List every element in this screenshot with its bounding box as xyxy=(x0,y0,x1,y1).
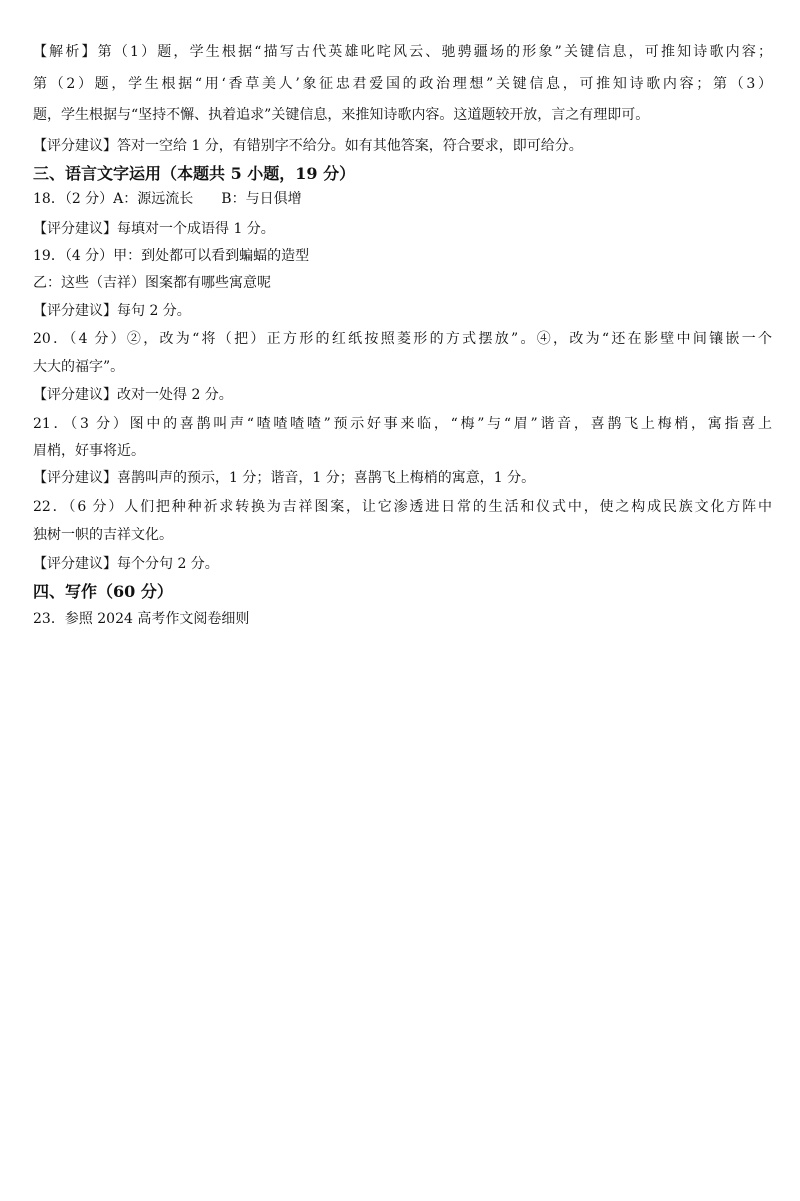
q21-line-2: 眉梢，好事将近。 xyxy=(33,443,145,459)
analysis-line-1: 【解析】第（1）题，学生根据“描写古代英雄叱咤风云、驰骋疆场的形象”关键信息，可推知诗歌内容； xyxy=(33,44,772,60)
q22-line-1: 22．（6 分）人们把种种祈求转换为吉祥图案，让它渗透进日常的生活和仪式中，使之构成民族文化方阵中 xyxy=(33,499,772,515)
q19-line-1: 19．（4 分）甲：到处都可以看到蝙蝠的造型 xyxy=(33,248,310,264)
analysis-grading: 【评分建议】答对一空给 1 分，有错别字不给分。如有其他答案，符合要求，即可给分。 xyxy=(33,138,583,154)
q18-answer xyxy=(33,190,772,208)
q22-grading: 【评分建议】每个分句 2 分。 xyxy=(33,556,219,572)
q22-line-2: 独树一帜的吉祥文化。 xyxy=(33,527,173,543)
section-4-heading: 四、写作（60 分） xyxy=(33,582,173,601)
q20-line-1: 20．（4 分）②，改为“将（把）正方形的红纸按照菱形的方式摆放”。④，改为“还在影壁中间镶嵌一个 xyxy=(33,331,772,347)
q21-grading: 【评分建议】喜鹊叫声的预示，1 分；谐音，1 分；喜鹊飞上梅梢的寓意，1 分。 xyxy=(33,470,536,486)
analysis-line-2: 第（2）题，学生根据“用‘香草美人’象征忠君爱国的政治理想”关键信息，可推知诗歌内容；第（3） xyxy=(33,76,772,92)
q18-grading: 【评分建议】每填对一个成语得 1 分。 xyxy=(33,221,275,237)
analysis-line-3: 题，学生根据与“坚持不懈、执着追求”关键信息，来推知诗歌内容。这道题较开放，言之有理即可。 xyxy=(33,107,650,123)
q20-line-2: 大大的福字”。 xyxy=(33,359,125,375)
q23-line-1: 23．参照 2024 高考作文阅卷细则 xyxy=(33,611,250,627)
q18-answer-b: B：与日俱增 xyxy=(221,191,302,207)
q19-grading: 【评分建议】每句 2 分。 xyxy=(33,303,191,319)
q20-grading: 【评分建议】改对一处得 2 分。 xyxy=(33,387,233,403)
q18-answer-a: 18．（2 分）A：源远流长 xyxy=(33,191,194,207)
section-3-heading: 三、语言文字运用（本题共 5 小题，19 分） xyxy=(33,164,356,183)
q19-line-2: 乙：这些（吉祥）图案都有哪些寓意呢 xyxy=(33,275,271,291)
q21-line-1: 21．（3 分）图中的喜鹊叫声“喳喳喳喳”预示好事来临，“梅”与“眉”谐音，喜鹊飞上梅梢，寓指喜上 xyxy=(33,416,772,432)
